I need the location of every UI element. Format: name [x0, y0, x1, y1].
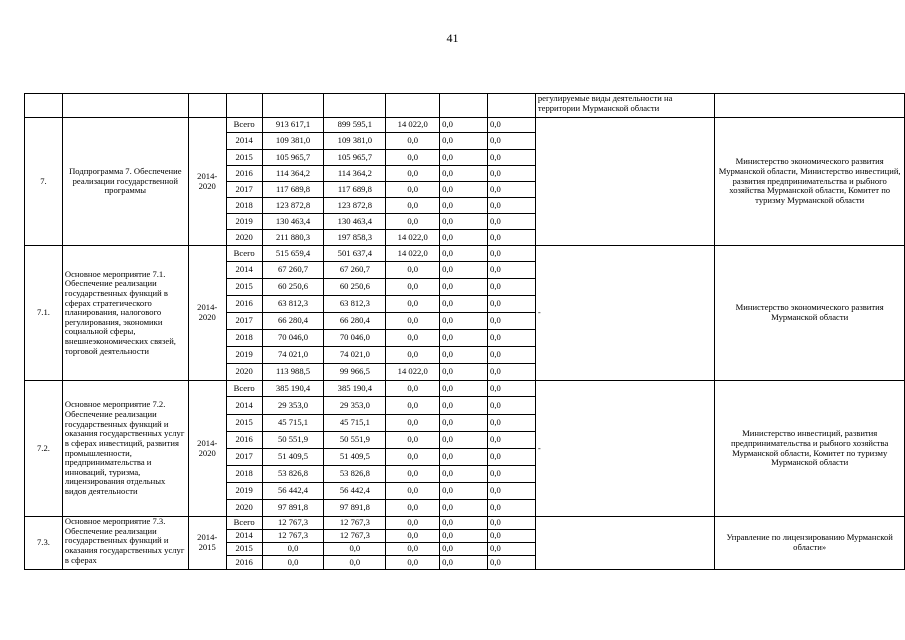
local-budget-cell: 0,0 [440, 279, 488, 296]
regional-budget-cell: 97 891,8 [324, 500, 386, 517]
activity-name-cell: Основное мероприятие 7.3. Обеспечение реализации государственных функций и оказания государственных услуг в сферах [62, 517, 188, 570]
year-cell: 2018 [226, 198, 262, 214]
local-budget-cell: 0,0 [440, 466, 488, 483]
local-budget-cell: 0,0 [440, 262, 488, 279]
federal-budget-cell: 0,0 [386, 347, 440, 364]
regional-budget-cell: 45 715,1 [324, 415, 386, 432]
other-sources-cell: 0,0 [488, 556, 536, 570]
local-budget-cell: 0,0 [440, 364, 488, 381]
responsible-cell: Министерство инвестиций, развития предпринимательства и рыбного хозяйства Мурманской области, Комитет по туризму Мурманской области [715, 381, 905, 517]
table-row [25, 381, 905, 397]
indicator-cell [535, 517, 714, 570]
cell-empty [262, 94, 324, 118]
period-cell: 2014-2020 [188, 118, 226, 246]
total-amount-cell: 130 463,4 [262, 214, 324, 230]
total-amount-cell: 515 659,4 [262, 246, 324, 262]
local-budget-cell: 0,0 [440, 150, 488, 166]
federal-budget-cell: 0,0 [386, 330, 440, 347]
page-number: 41 [446, 31, 459, 45]
local-budget-cell: 0,0 [440, 483, 488, 500]
total-amount-cell: 97 891,8 [262, 500, 324, 517]
other-sources-cell: 0,0 [488, 313, 536, 330]
row-number-cell: 7.2. [25, 381, 63, 517]
total-amount-cell: 12 767,3 [262, 530, 324, 543]
total-amount-cell: 109 381,0 [262, 133, 324, 150]
year-cell: 2018 [226, 330, 262, 347]
regional-budget-cell: 12 767,3 [324, 530, 386, 543]
other-sources-cell: 0,0 [488, 198, 536, 214]
table-row [25, 517, 905, 530]
federal-budget-cell: 14 022,0 [386, 364, 440, 381]
regional-budget-cell: 70 046,0 [324, 330, 386, 347]
total-amount-cell: 53 826,8 [262, 466, 324, 483]
other-sources-cell: 0,0 [488, 381, 536, 397]
local-budget-cell: 0,0 [440, 556, 488, 570]
federal-budget-cell: 0,0 [386, 449, 440, 466]
year-cell: 2019 [226, 214, 262, 230]
indicator-cell [535, 118, 714, 246]
period-cell: 2014-2020 [188, 381, 226, 517]
regional-budget-cell: 123 872,8 [324, 198, 386, 214]
indicator-cell: регулируемые виды деятельности на территории Мурманской области [535, 94, 714, 118]
regional-budget-cell: 0,0 [324, 543, 386, 556]
total-amount-cell: 60 250,6 [262, 279, 324, 296]
total-amount-cell: 114 364,2 [262, 166, 324, 182]
local-budget-cell: 0,0 [440, 397, 488, 415]
other-sources-cell: 0,0 [488, 118, 536, 133]
local-budget-cell: 0,0 [440, 530, 488, 543]
federal-budget-cell: 0,0 [386, 543, 440, 556]
total-amount-cell: 123 872,8 [262, 198, 324, 214]
row-number-cell: 7.3. [25, 517, 63, 570]
cell-empty [386, 94, 440, 118]
regional-budget-cell: 12 767,3 [324, 517, 386, 530]
other-sources-cell: 0,0 [488, 397, 536, 415]
local-budget-cell: 0,0 [440, 118, 488, 133]
total-amount-cell: 12 767,3 [262, 517, 324, 530]
period-cell: 2014-2015 [188, 517, 226, 570]
federal-budget-cell: 14 022,0 [386, 230, 440, 246]
program-finance-table [24, 93, 905, 570]
local-budget-cell: 0,0 [440, 449, 488, 466]
other-sources-cell: 0,0 [488, 364, 536, 381]
year-cell: 2020 [226, 500, 262, 517]
total-amount-cell: 63 812,3 [262, 296, 324, 313]
year-cell: 2018 [226, 466, 262, 483]
local-budget-cell: 0,0 [440, 500, 488, 517]
federal-budget-cell: 0,0 [386, 198, 440, 214]
table-row [25, 118, 905, 133]
total-amount-cell: 56 442,4 [262, 483, 324, 500]
local-budget-cell: 0,0 [440, 432, 488, 449]
cell-empty [324, 94, 386, 118]
federal-budget-cell: 0,0 [386, 415, 440, 432]
total-amount-cell: 105 965,7 [262, 150, 324, 166]
local-budget-cell: 0,0 [440, 415, 488, 432]
total-amount-cell: 45 715,1 [262, 415, 324, 432]
year-cell: 2017 [226, 449, 262, 466]
regional-budget-cell: 130 463,4 [324, 214, 386, 230]
year-cell: 2014 [226, 530, 262, 543]
year-cell: 2020 [226, 364, 262, 381]
regional-budget-cell: 109 381,0 [324, 133, 386, 150]
federal-budget-cell: 0,0 [386, 296, 440, 313]
federal-budget-cell: 0,0 [386, 556, 440, 570]
other-sources-cell: 0,0 [488, 150, 536, 166]
other-sources-cell: 0,0 [488, 483, 536, 500]
other-sources-cell: 0,0 [488, 230, 536, 246]
table-row [25, 246, 905, 262]
federal-budget-cell: 0,0 [386, 530, 440, 543]
total-amount-cell: 211 880,3 [262, 230, 324, 246]
other-sources-cell: 0,0 [488, 543, 536, 556]
local-budget-cell: 0,0 [440, 543, 488, 556]
year-cell: 2016 [226, 556, 262, 570]
federal-budget-cell: 0,0 [386, 313, 440, 330]
year-cell: 2020 [226, 230, 262, 246]
local-budget-cell: 0,0 [440, 313, 488, 330]
regional-budget-cell: 197 858,3 [324, 230, 386, 246]
total-amount-cell: 385 190,4 [262, 381, 324, 397]
other-sources-cell: 0,0 [488, 432, 536, 449]
local-budget-cell: 0,0 [440, 214, 488, 230]
other-sources-cell: 0,0 [488, 415, 536, 432]
local-budget-cell: 0,0 [440, 182, 488, 198]
regional-budget-cell: 53 826,8 [324, 466, 386, 483]
federal-budget-cell: 0,0 [386, 483, 440, 500]
regional-budget-cell: 63 812,3 [324, 296, 386, 313]
total-amount-cell: 66 280,4 [262, 313, 324, 330]
local-budget-cell: 0,0 [440, 133, 488, 150]
regional-budget-cell: 51 409,5 [324, 449, 386, 466]
year-cell: 2017 [226, 182, 262, 198]
activity-name-cell: Подпрограмма 7. Обеспечение реализации государственной программы [62, 118, 188, 246]
other-sources-cell: 0,0 [488, 517, 536, 530]
regional-budget-cell: 29 353,0 [324, 397, 386, 415]
total-amount-cell: 67 260,7 [262, 262, 324, 279]
year-cell: 2015 [226, 150, 262, 166]
cell-empty [25, 94, 63, 118]
regional-budget-cell: 385 190,4 [324, 381, 386, 397]
regional-budget-cell: 56 442,4 [324, 483, 386, 500]
total-amount-cell: 113 988,5 [262, 364, 324, 381]
total-amount-cell: 913 617,1 [262, 118, 324, 133]
regional-budget-cell: 60 250,6 [324, 279, 386, 296]
other-sources-cell: 0,0 [488, 279, 536, 296]
other-sources-cell: 0,0 [488, 133, 536, 150]
year-cell: 2016 [226, 166, 262, 182]
cell-empty [715, 94, 905, 118]
year-cell: 2019 [226, 347, 262, 364]
other-sources-cell: 0,0 [488, 296, 536, 313]
regional-budget-cell: 117 689,8 [324, 182, 386, 198]
federal-budget-cell: 0,0 [386, 133, 440, 150]
cell-empty [188, 94, 226, 118]
federal-budget-cell: 0,0 [386, 214, 440, 230]
other-sources-cell: 0,0 [488, 466, 536, 483]
top-continuation-row [25, 94, 905, 118]
year-cell: Всего [226, 246, 262, 262]
other-sources-cell: 0,0 [488, 347, 536, 364]
local-budget-cell: 0,0 [440, 381, 488, 397]
other-sources-cell: 0,0 [488, 182, 536, 198]
responsible-cell: Министерство экономического развития Мурманской области [715, 246, 905, 381]
federal-budget-cell: 0,0 [386, 182, 440, 198]
responsible-cell: Управление по лицензированию Мурманской области» [715, 517, 905, 570]
year-cell: 2015 [226, 543, 262, 556]
total-amount-cell: 74 021,0 [262, 347, 324, 364]
year-cell: 2015 [226, 415, 262, 432]
total-amount-cell: 0,0 [262, 556, 324, 570]
regional-budget-cell: 67 260,7 [324, 262, 386, 279]
period-cell: 2014-2020 [188, 246, 226, 381]
regional-budget-cell: 0,0 [324, 556, 386, 570]
indicator-cell: - [535, 381, 714, 517]
cell-empty [226, 94, 262, 118]
other-sources-cell: 0,0 [488, 166, 536, 182]
regional-budget-cell: 899 595,1 [324, 118, 386, 133]
local-budget-cell: 0,0 [440, 517, 488, 530]
year-cell: 2019 [226, 483, 262, 500]
regional-budget-cell: 66 280,4 [324, 313, 386, 330]
year-cell: 2014 [226, 133, 262, 150]
regional-budget-cell: 50 551,9 [324, 432, 386, 449]
regional-budget-cell: 99 966,5 [324, 364, 386, 381]
total-amount-cell: 0,0 [262, 543, 324, 556]
year-cell: 2014 [226, 397, 262, 415]
local-budget-cell: 0,0 [440, 198, 488, 214]
other-sources-cell: 0,0 [488, 330, 536, 347]
cell-empty [488, 94, 536, 118]
year-cell: Всего [226, 118, 262, 133]
total-amount-cell: 51 409,5 [262, 449, 324, 466]
year-cell: 2016 [226, 296, 262, 313]
federal-budget-cell: 0,0 [386, 150, 440, 166]
local-budget-cell: 0,0 [440, 166, 488, 182]
total-amount-cell: 50 551,9 [262, 432, 324, 449]
row-number-cell: 7.1. [25, 246, 63, 381]
year-cell: 2017 [226, 313, 262, 330]
year-cell: Всего [226, 381, 262, 397]
total-amount-cell: 70 046,0 [262, 330, 324, 347]
regional-budget-cell: 74 021,0 [324, 347, 386, 364]
federal-budget-cell: 0,0 [386, 466, 440, 483]
total-amount-cell: 29 353,0 [262, 397, 324, 415]
local-budget-cell: 0,0 [440, 296, 488, 313]
responsible-cell: Министерство экономического развития Мурманской области, Министерство инвестиций, развития предпринимательства и рыбного хозяйства Мурманской области, Комитет по туризму Мурманской области [715, 118, 905, 246]
cell-empty [440, 94, 488, 118]
federal-budget-cell: 0,0 [386, 500, 440, 517]
federal-budget-cell: 14 022,0 [386, 118, 440, 133]
federal-budget-cell: 0,0 [386, 397, 440, 415]
regional-budget-cell: 114 364,2 [324, 166, 386, 182]
year-cell: 2015 [226, 279, 262, 296]
federal-budget-cell: 14 022,0 [386, 246, 440, 262]
federal-budget-cell: 0,0 [386, 517, 440, 530]
other-sources-cell: 0,0 [488, 530, 536, 543]
other-sources-cell: 0,0 [488, 449, 536, 466]
activity-name-cell: Основное мероприятие 7.1. Обеспечение реализации государственных функций в сферах стратегического планирования, налогового регулирования, экономики социальной сферы, внешнеэкономических связей, торговой деятельности [62, 246, 188, 381]
federal-budget-cell: 0,0 [386, 381, 440, 397]
indicator-cell: - [535, 246, 714, 381]
local-budget-cell: 0,0 [440, 230, 488, 246]
year-cell: 2016 [226, 432, 262, 449]
local-budget-cell: 0,0 [440, 246, 488, 262]
other-sources-cell: 0,0 [488, 262, 536, 279]
other-sources-cell: 0,0 [488, 500, 536, 517]
row-number-cell: 7. [25, 118, 63, 246]
federal-budget-cell: 0,0 [386, 262, 440, 279]
local-budget-cell: 0,0 [440, 347, 488, 364]
federal-budget-cell: 0,0 [386, 432, 440, 449]
other-sources-cell: 0,0 [488, 214, 536, 230]
activity-name-cell: Основное мероприятие 7.2. Обеспечение реализации государственных функций и оказания государственных услуг в сферах инвестиций, развития промышленности, предпринимательства и инноваций, туризма, лицензирования отдельных видов деятельности [62, 381, 188, 517]
year-cell: 2014 [226, 262, 262, 279]
regional-budget-cell: 501 637,4 [324, 246, 386, 262]
federal-budget-cell: 0,0 [386, 279, 440, 296]
local-budget-cell: 0,0 [440, 330, 488, 347]
other-sources-cell: 0,0 [488, 246, 536, 262]
total-amount-cell: 117 689,8 [262, 182, 324, 198]
regional-budget-cell: 105 965,7 [324, 150, 386, 166]
cell-empty [62, 94, 188, 118]
federal-budget-cell: 0,0 [386, 166, 440, 182]
year-cell: Всего [226, 517, 262, 530]
